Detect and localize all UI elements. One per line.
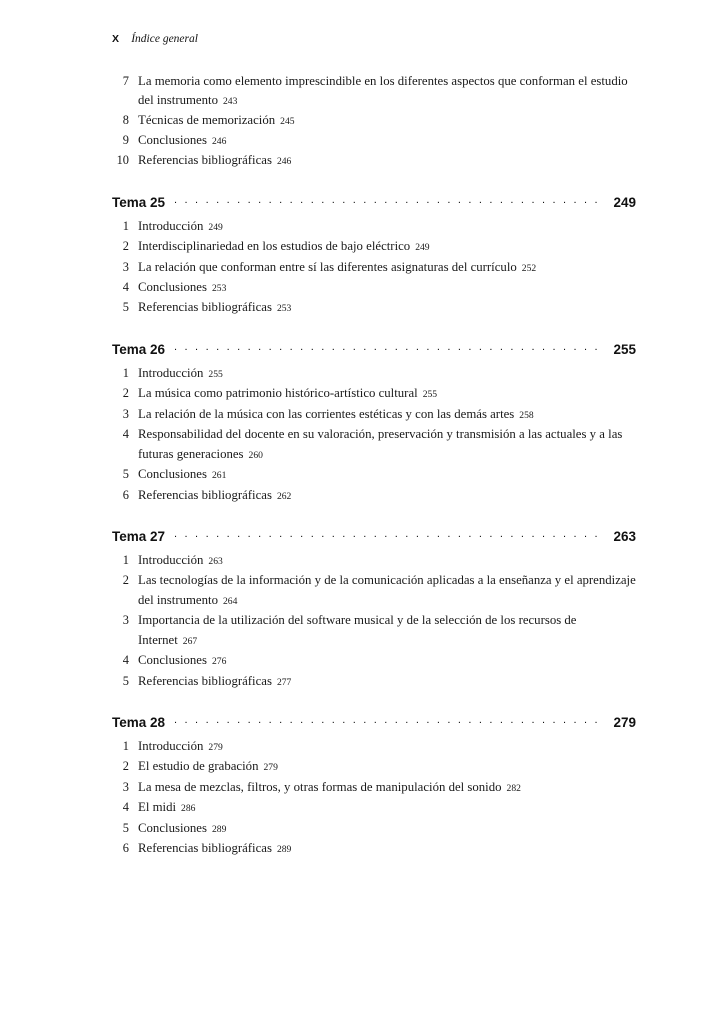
entry-number: 1 [122, 552, 129, 567]
entry-number: 2 [122, 573, 129, 588]
entry-page-number: 277 [276, 676, 292, 688]
toc-entry[interactable] [112, 217, 636, 236]
entry-title: Introducción [138, 552, 204, 567]
entry-number: 2 [122, 239, 129, 254]
entry-page-number: 258 [519, 409, 534, 421]
entry-number: 3 [122, 613, 129, 628]
toc-content [112, 72, 636, 860]
entry-title: Introducción [138, 365, 204, 380]
chapter-heading[interactable] [112, 338, 636, 357]
dot-leader [174, 711, 605, 727]
entry-text-wrap [138, 651, 636, 670]
entry-number: 5 [122, 820, 129, 835]
chapter-page-number: 249 [613, 194, 636, 210]
entry-text-wrap [138, 839, 636, 858]
entry-title: Interdisciplinariedad en los estudios de bajo eléctrico [138, 239, 411, 254]
toc-entry[interactable] [112, 839, 636, 858]
entry-title: Introducción [138, 739, 204, 753]
toc-entry[interactable] [112, 151, 636, 170]
entry-text-wrap [138, 237, 636, 256]
entry-page-number: 279 [208, 742, 223, 753]
chapter-label: Tema 26 [112, 341, 166, 357]
chapter-label: Tema 28 [112, 715, 166, 730]
entry-page-number: 255 [422, 389, 438, 401]
chapter-block [112, 711, 636, 859]
entry-page-number: 249 [415, 242, 430, 254]
entry-page-number: 286 [181, 803, 196, 815]
continued-entry-list [112, 72, 636, 171]
chapter-page-number: 255 [613, 341, 636, 357]
entry-number: 4 [122, 800, 129, 815]
entry-page-number: 279 [263, 762, 278, 774]
entry-title: Conclusiones [138, 133, 207, 148]
entry-page-number: 263 [208, 555, 223, 567]
toc-entry[interactable] [112, 672, 636, 691]
entry-title: El midi [138, 800, 177, 815]
running-title: Índice general [131, 33, 198, 45]
entry-title: Referencias bibliográficas [138, 487, 272, 502]
toc-entry[interactable] [112, 778, 636, 797]
toc-entry[interactable] [112, 384, 636, 403]
entry-number: 3 [122, 779, 129, 794]
entry-title: Referencias bibliográficas [138, 300, 272, 315]
entry-text-wrap [138, 798, 636, 817]
entry-title: Conclusiones [138, 280, 207, 294]
entry-title: Referencias bibliográficas [138, 153, 272, 168]
entry-page-number: 253 [211, 283, 227, 294]
entry-title: La memoria como elemento imprescindible en los diferentes aspectos que conforman el estudio del instrumento [138, 74, 628, 108]
entry-number: 6 [122, 487, 129, 502]
toc-entry[interactable] [112, 486, 636, 505]
chapter-list [112, 191, 636, 859]
entry-text-wrap [138, 298, 636, 317]
section-list [112, 737, 636, 859]
section-list [112, 551, 636, 691]
entry-number: 1 [122, 739, 129, 753]
entry-text-wrap [138, 278, 636, 297]
entry-text-wrap [138, 757, 636, 776]
entry-text-wrap [138, 611, 636, 650]
toc-entry[interactable] [112, 364, 636, 383]
entry-page-number: 262 [276, 490, 292, 502]
entry-title: Técnicas de memorización [138, 113, 276, 128]
toc-entry[interactable] [112, 819, 636, 838]
entry-number: 9 [122, 133, 129, 148]
entry-number: 3 [122, 406, 129, 421]
entry-title: La música como patrimonio histórico-artístico cultural [138, 386, 418, 401]
entry-text-wrap [138, 151, 636, 170]
chapter-heading[interactable] [112, 711, 636, 730]
entry-title: Conclusiones [138, 467, 207, 482]
entry-text-wrap [138, 551, 636, 570]
entry-title: Importancia de la utilización del software musical y de la selección de los recursos de Internet [138, 613, 577, 647]
toc-entry[interactable] [112, 571, 636, 610]
entry-page-number: 243 [222, 96, 238, 108]
toc-entry[interactable] [112, 798, 636, 817]
entry-number: 8 [122, 113, 129, 128]
chapter-page-number: 263 [613, 528, 636, 544]
entry-text-wrap [138, 258, 636, 277]
entry-page-number: 282 [506, 782, 521, 794]
entry-title: Conclusiones [138, 820, 207, 835]
entry-text-wrap [138, 72, 636, 111]
toc-entry[interactable] [112, 425, 636, 464]
chapter-block [112, 191, 636, 318]
toc-entry[interactable] [112, 72, 636, 111]
entry-page-number: 246 [276, 156, 292, 168]
entry-text-wrap [138, 672, 636, 691]
chapter-heading[interactable] [112, 191, 636, 210]
entry-title: Referencias bibliográficas [138, 673, 272, 688]
entry-title: El estudio de grabación [138, 759, 259, 774]
entry-number: 5 [122, 467, 129, 482]
entry-number: 7 [122, 74, 129, 88]
entry-page-number: 246 [211, 136, 227, 148]
entry-text-wrap [138, 819, 636, 838]
entry-page-number: 252 [521, 262, 537, 274]
entry-number: 2 [122, 759, 129, 774]
toc-entry[interactable] [112, 611, 636, 650]
entry-page-number: 276 [211, 656, 227, 668]
entry-title: La relación de la música con las corrientes estéticas y con las demás artes [138, 406, 515, 421]
entry-number: 5 [122, 673, 129, 688]
toc-entry[interactable] [112, 465, 636, 484]
entry-number: 3 [122, 259, 129, 274]
entry-number: 4 [122, 653, 129, 668]
entry-title: La mesa de mezclas, filtros, y otras formas de manipulación del sonido [138, 779, 502, 794]
toc-entry[interactable] [112, 651, 636, 670]
entry-title: Introducción [138, 218, 204, 233]
chapter-block [112, 338, 636, 505]
toc-entry[interactable] [112, 131, 636, 150]
folio-number: X [112, 33, 120, 45]
toc-entry[interactable] [112, 237, 636, 256]
entry-text-wrap [138, 131, 636, 150]
entry-text-wrap [138, 486, 636, 505]
entry-text-wrap [138, 425, 636, 464]
chapter-label: Tema 27 [112, 528, 166, 544]
entry-number: 1 [122, 365, 129, 380]
entry-title: Las tecnologías de la información y de la comunicación aplicadas a la enseñanza y el aprendizaje del instrumento [138, 573, 636, 607]
entry-page-number: 261 [211, 470, 227, 482]
entry-title: Responsabilidad del docente en su valoración, preservación y transmisión a las actuales y a las futuras generaciones [138, 427, 623, 461]
toc-entry[interactable] [112, 298, 636, 317]
chapter-block [112, 525, 636, 691]
chapter-page-number: 279 [613, 715, 636, 730]
entry-number: 4 [122, 427, 129, 442]
dot-leader [174, 338, 605, 354]
entry-text-wrap [138, 364, 636, 383]
entry-page-number: 289 [276, 844, 292, 856]
entry-text-wrap [138, 384, 636, 403]
entry-page-number: 267 [182, 635, 198, 647]
toc-entry[interactable] [112, 757, 636, 776]
toc-entry[interactable] [112, 278, 636, 297]
entry-page-number: 289 [211, 823, 227, 835]
entry-title: La relación que conforman entre sí las diferentes asignaturas del currículo [138, 259, 517, 274]
entry-title: Referencias bibliográficas [138, 841, 272, 856]
entry-page-number: 245 [280, 116, 295, 128]
entry-number: 2 [122, 386, 129, 401]
entry-page-number: 260 [248, 449, 263, 461]
section-list [112, 364, 636, 505]
page-header [112, 33, 198, 45]
entry-number: 10 [116, 153, 129, 168]
toc-entry[interactable] [112, 258, 636, 277]
entry-text-wrap [138, 465, 636, 484]
entry-text-wrap [138, 111, 636, 130]
section-list [112, 217, 636, 318]
entry-number: 1 [122, 218, 129, 233]
entry-title: Conclusiones [138, 653, 207, 668]
entry-number: 6 [122, 841, 129, 856]
chapter-label: Tema 25 [112, 194, 166, 210]
toc-entry[interactable] [112, 111, 636, 130]
entry-page-number: 249 [208, 221, 223, 233]
entry-text-wrap [138, 217, 636, 236]
entry-text-wrap [138, 737, 636, 756]
entry-text-wrap [138, 571, 636, 610]
entry-page-number: 264 [222, 595, 238, 607]
dot-leader [174, 525, 605, 541]
entry-text-wrap [138, 405, 636, 424]
toc-entry[interactable] [112, 551, 636, 570]
dot-leader [174, 191, 605, 207]
entry-page-number: 255 [208, 368, 223, 380]
entry-number: 5 [122, 300, 129, 315]
entry-number: 4 [122, 280, 129, 294]
entry-text-wrap [138, 778, 636, 797]
toc-entry[interactable] [112, 405, 636, 424]
toc-entry[interactable] [112, 737, 636, 756]
chapter-heading[interactable] [112, 525, 636, 544]
entry-page-number: 253 [276, 303, 292, 315]
